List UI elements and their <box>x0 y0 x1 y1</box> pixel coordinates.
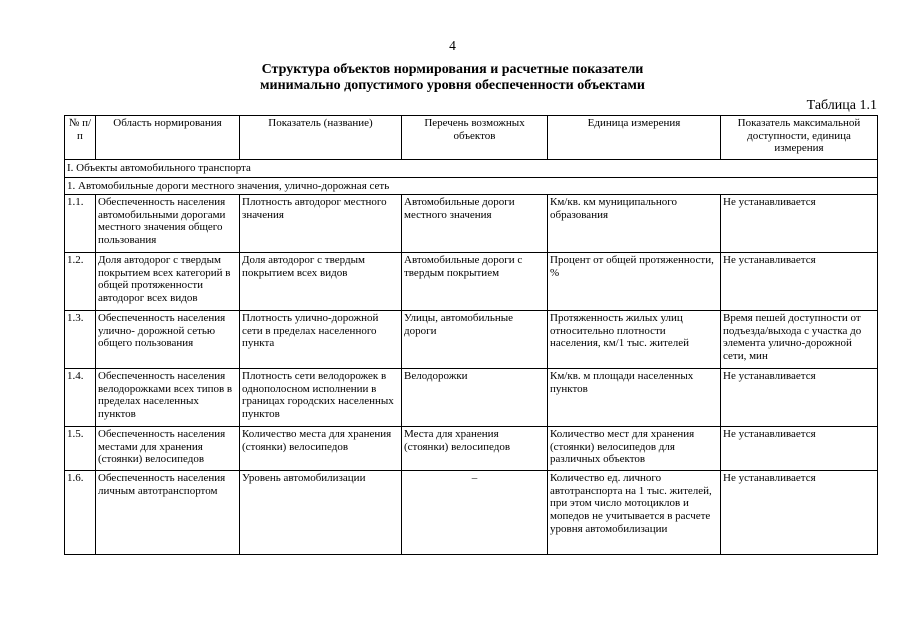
cell-num: 1.5. <box>65 427 96 471</box>
cell-access: Не устанавливается <box>721 369 878 427</box>
header-num: № п/п <box>65 116 96 160</box>
cell-unit: Количество ед. личного автотранспорта на 1 тыс. жителей, при этом число мотоциклов и мопедов не учитывается в расчете уровня автомобилизации <box>548 471 721 555</box>
cell-unit: Процент от общей протяженности, % <box>548 253 721 311</box>
cell-unit: Км/кв. м площади населенных пунктов <box>548 369 721 427</box>
cell-indicator: Плотность сети велодорожек в однополосном исполнении в границах городских населенных пунктов <box>240 369 402 427</box>
cell-area: Обеспеченность населения автомобильными дорогами местного значения общего пользования <box>96 195 240 253</box>
cell-objects: Места для хранения (стоянки) велосипедов <box>402 427 548 471</box>
subsection-title: 1. Автомобильные дороги местного значения, улично-дорожная сеть <box>65 177 878 195</box>
cell-area: Доля автодорог с твердым покрытием всех категорий в общей протяженности автодорог всех видов <box>96 253 240 311</box>
section-row <box>65 160 878 178</box>
cell-indicator: Плотность улично-дорожной сети в пределах населенного пункта <box>240 311 402 369</box>
table-row <box>65 471 878 555</box>
norms-table <box>64 115 878 555</box>
cell-objects: Автомобильные дороги местного значения <box>402 195 548 253</box>
title-line-1: Структура объектов нормирования и расчетные показатели <box>261 62 644 77</box>
cell-num: 1.1. <box>65 195 96 253</box>
cell-access: Не устанавливается <box>721 427 878 471</box>
cell-objects: Автомобильные дороги с твердым покрытием <box>402 253 548 311</box>
table-caption: Таблица 1.1 <box>806 98 877 113</box>
table-header-row <box>65 116 878 160</box>
page-number: 4 <box>449 38 456 53</box>
header-indicator: Показатель (название) <box>240 116 402 160</box>
cell-num: 1.3. <box>65 311 96 369</box>
table-row <box>65 195 878 253</box>
header-area: Область нормирования <box>96 116 240 160</box>
cell-area: Обеспеченность населения велодорожками всех типов в пределах населенных пунктов <box>96 369 240 427</box>
cell-access: Время пешей доступности от подъезда/выхода с участка до элемента улично-дорожной сети, мин <box>721 311 878 369</box>
cell-indicator: Количество места для хранения (стоянки) велосипедов <box>240 427 402 471</box>
cell-num: 1.4. <box>65 369 96 427</box>
cell-num: 1.2. <box>65 253 96 311</box>
table-row <box>65 427 878 471</box>
cell-num: 1.6. <box>65 471 96 555</box>
cell-unit: Количество мест для хранения (стоянки) велосипедов для различных объектов <box>548 427 721 471</box>
section-title: I. Объекты автомобильного транспорта <box>65 160 878 178</box>
table-row <box>65 369 878 427</box>
header-objects: Перечень возможных объектов <box>402 116 548 160</box>
cell-objects: – <box>402 471 548 555</box>
table-row <box>65 311 878 369</box>
header-unit: Единица измерения <box>548 116 721 160</box>
cell-area: Обеспеченность населения личным автотранспортом <box>96 471 240 555</box>
cell-area: Обеспеченность населения улично- дорожной сетью общего пользования <box>96 311 240 369</box>
subsection-row <box>65 177 878 195</box>
cell-indicator: Плотность автодорог местного значения <box>240 195 402 253</box>
cell-area: Обеспеченность населения местами для хранения (стоянки) велосипедов <box>96 427 240 471</box>
cell-indicator: Доля автодорог с твердым покрытием всех видов <box>240 253 402 311</box>
cell-access: Не устанавливается <box>721 195 878 253</box>
cell-objects: Улицы, автомобильные дороги <box>402 311 548 369</box>
cell-objects: Велодорожки <box>402 369 548 427</box>
title-line-2: минимально допустимого уровня обеспеченности объектами <box>260 78 645 93</box>
cell-access: Не устанавливается <box>721 471 878 555</box>
document-title <box>0 62 905 94</box>
cell-unit: Протяженность жилых улиц относительно плотности населения, км/1 тыс. жителей <box>548 311 721 369</box>
header-access: Показатель максимальной доступности, единица измерения <box>721 116 878 160</box>
cell-indicator: Уровень автомобилизации <box>240 471 402 555</box>
table-row <box>65 253 878 311</box>
cell-unit: Км/кв. км муниципального образования <box>548 195 721 253</box>
cell-access: Не устанавливается <box>721 253 878 311</box>
